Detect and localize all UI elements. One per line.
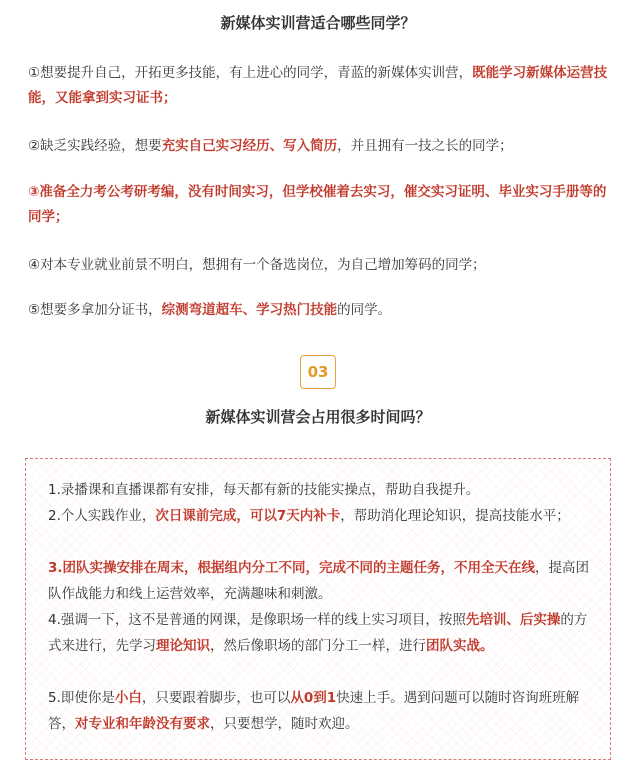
list-item [28,61,612,111]
list-item: 1.录播课和直播课都有安排，每天都有新的技能实操点，帮助自我提升。 [48,482,480,498]
item-highlight: 次日课前完成，可以7天内补卡 [155,508,341,524]
list-item [28,298,612,323]
item-highlight: 从0到1 [290,690,337,706]
item-text: ，然后像职场的部门分工一样，进行 [210,638,426,654]
item-text: ②缺乏实践经验，想要 [28,138,162,154]
list-item: ③准备全力考公考研考编，没有时间实习，但学校催着去实习，催交实习证明、毕业实习手册等的同学； [28,184,607,225]
item-highlight: 3.团队实操安排在周末，根据组内分工不同，完成不同的主题任务，不用全天在线 [48,560,536,576]
item-text: ，帮助消化理论知识，提高技能水平； [340,508,570,524]
item-text: ①想要提升自己，开拓更多技能，有上进心的同学，青蓝的新媒体实训营， [28,65,473,81]
list-item [28,134,612,159]
list-item [48,685,593,737]
item-highlight: 充实自己实习经历、写入简历 [161,138,338,154]
item-text: ，只要想学，随时欢迎。 [210,716,359,732]
item-text: ⑤想要多拿加分证书， [28,302,162,318]
item-text: 的同学。 [337,302,392,318]
item-text: 快速上手。遇到问题可以随时咨询班班解答， [48,690,580,732]
item-highlight: 理论知识 [156,638,210,654]
item-text: 4.强调一下，这不是普通的网课，是像职场一样的线上实习项目，按照 [48,612,466,628]
item-text: ，只要跟着脚步，也可以 [141,690,291,706]
item-text: ，并且拥有一技之长的同学； [337,138,513,154]
item-highlight: 对专业和年龄没有要求 [75,716,210,732]
section-title-time: 新媒体实训营会占用很多时间吗？ [205,408,431,426]
item-text: 2.个人实践作业， [48,508,156,524]
item-text: 的方式来进行，先学习 [48,612,588,654]
list-item: ④对本专业就业前景不明白，想拥有一个备选岗位，为自己增加筹码的同学； [28,257,486,273]
item-text: ，提高团队作战能力和线上运营效率，充满趣味和刺激。 [48,560,590,602]
item-highlight: 先培训、后实操 [465,612,561,628]
item-highlight: 团队实战。 [426,638,494,654]
section-title-suitable: 新媒体实训营适合哪些同学？ [220,14,416,32]
list-item [48,503,593,529]
list-item [48,607,593,659]
info-box [25,458,611,760]
section-number-badge: 03 [300,355,336,389]
list-item [48,555,593,607]
item-highlight: 小白 [114,690,142,706]
item-text: 5.即使你是 [48,690,115,706]
item-highlight: 既能学习新媒体运营技能，又能拿到实习证书； [28,65,608,106]
item-highlight: 综测弯道超车、学习热门技能 [161,302,338,318]
